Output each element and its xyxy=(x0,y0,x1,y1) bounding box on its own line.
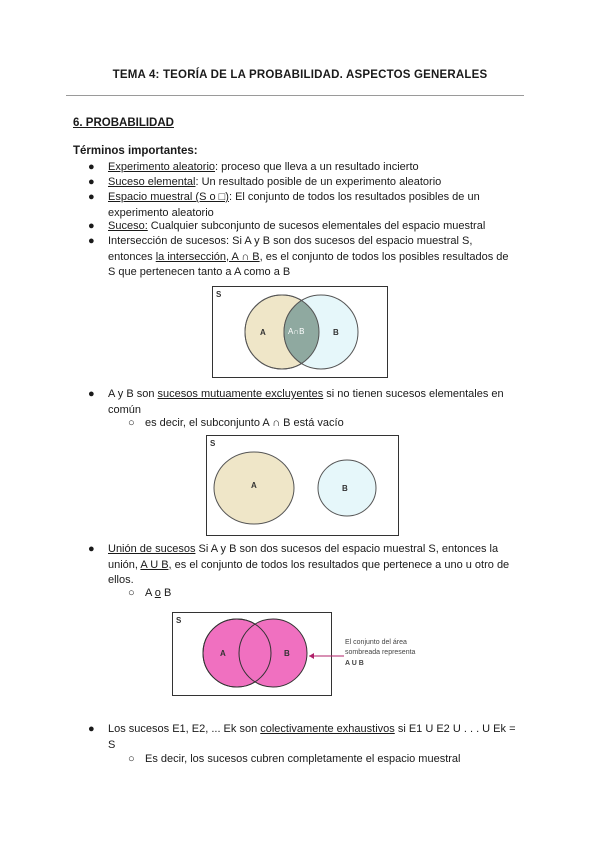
bullet-espacio-muestral xyxy=(88,190,518,221)
label-a-int-b: A∩B xyxy=(288,327,305,336)
term-experimento: Experimento aleatorio xyxy=(108,161,216,173)
bullet-union xyxy=(88,542,518,589)
text-interseccion-2: , es el conjunto de todos los posibles resultados de S que pertenecen tanto a A como a B xyxy=(108,250,509,278)
bullet-dot: ● xyxy=(88,161,95,173)
circle-b xyxy=(239,619,307,687)
text-colect-1: Los sucesos E1, E2, ... Ek son xyxy=(108,723,261,735)
section-title: 6. PROBABILIDAD xyxy=(73,117,174,129)
sub-bullet-circle: ○ xyxy=(128,417,135,429)
bullet-experimento xyxy=(88,160,518,176)
label-a: A xyxy=(220,649,226,658)
bullet-suceso xyxy=(88,219,518,235)
bullet-dot: ● xyxy=(88,176,95,188)
bullet-suceso-elemental xyxy=(88,175,518,191)
text-mut-sub: es decir, el subconjunto A ∩ B está vacío xyxy=(145,417,344,429)
sub-bullet-circle: ○ xyxy=(128,753,135,765)
bullet-dot: ● xyxy=(88,543,95,555)
term-suceso: Suceso: xyxy=(108,220,148,232)
note-line-1: El conjunto del área xyxy=(345,639,407,646)
bullet-dot: ● xyxy=(88,723,95,735)
text-union-1: Si A y B son dos sucesos del espacio muestral S, entonces la unión, xyxy=(108,543,499,571)
term-interseccion: la intersección, A ∩ B xyxy=(155,250,260,263)
section-subtitle: Términos importantes: xyxy=(73,145,198,157)
def-experimento: : proceso que lleva a un resultado incierto xyxy=(215,161,419,173)
label-b: B xyxy=(342,484,348,493)
note-line-2: sombreada representa xyxy=(345,649,416,656)
term-suceso-elemental: Suceso elemental xyxy=(108,176,196,188)
text-colect-sub: Es decir, los sucesos cubren completamente el espacio muestral xyxy=(145,753,461,765)
term-colectivamente-exhaustivos: colectivamente exhaustivos xyxy=(260,723,395,735)
bullet-interseccion xyxy=(88,234,518,281)
s-label: S xyxy=(216,290,222,299)
bullet-colectivamente-exhaustivos xyxy=(88,722,518,753)
text-colect-2: si E1 U E2 U . . . U Ek = S xyxy=(108,723,516,751)
note-line-3: A U B xyxy=(345,660,364,667)
term-mutuamente-excluyentes: sucesos mutuamente excluyentes xyxy=(157,388,324,400)
term-union: Unión de sucesos xyxy=(108,543,196,555)
def-suceso: Cualquier subconjunto de sucesos elementales del espacio muestral xyxy=(147,220,486,232)
venn-intersection xyxy=(212,286,388,378)
page-title: TEMA 4: TEORÍA DE LA PROBABILIDAD. ASPECTOS GENERALES xyxy=(112,69,488,81)
text-union-2: es el conjunto de todos los resultados que pertenece a uno u otro de ellos. xyxy=(108,558,510,586)
venn-union xyxy=(172,612,442,696)
label-b: B xyxy=(333,328,339,337)
term-union-aub: A U B, xyxy=(140,558,172,571)
bullet-dot: ● xyxy=(88,220,95,232)
def-espacio-muestral: : El conjunto de todos los resultados posibles de un experimento aleatorio xyxy=(108,191,480,219)
label-a: A xyxy=(260,328,266,337)
bullet-dot: ● xyxy=(88,235,95,247)
header-divider xyxy=(66,95,524,96)
text-mut-1: A y B son xyxy=(108,388,158,400)
sub-bullet-a-o-b xyxy=(128,586,525,602)
bullet-mutuamente-excluyentes xyxy=(88,387,518,418)
bullet-dot: ● xyxy=(88,191,95,203)
text-union-sub-o: o xyxy=(154,587,161,599)
sub-bullet-circle: ○ xyxy=(128,587,135,599)
label-b: B xyxy=(284,649,290,658)
venn-exclusive xyxy=(206,435,399,536)
label-a: A xyxy=(251,481,257,490)
sub-bullet-vacio xyxy=(128,416,525,432)
sub-bullet-cubren xyxy=(128,752,525,768)
text-union-sub-a: A xyxy=(145,587,155,599)
text-interseccion-1: Intersección de sucesos: Si A y B son dos sucesos del espacio muestral S, entonces xyxy=(108,235,473,263)
s-label: S xyxy=(210,439,216,448)
def-suceso-elemental: : Un resultado posible de un experimento aleatorio xyxy=(195,176,442,188)
text-mut-2: si no tienen sucesos elementales en común xyxy=(108,388,504,416)
s-label: S xyxy=(176,616,182,625)
bullet-dot: ● xyxy=(88,388,95,400)
text-union-sub-b: B xyxy=(160,587,172,599)
term-espacio-muestral: Espacio muestral (S o □) xyxy=(108,191,229,203)
